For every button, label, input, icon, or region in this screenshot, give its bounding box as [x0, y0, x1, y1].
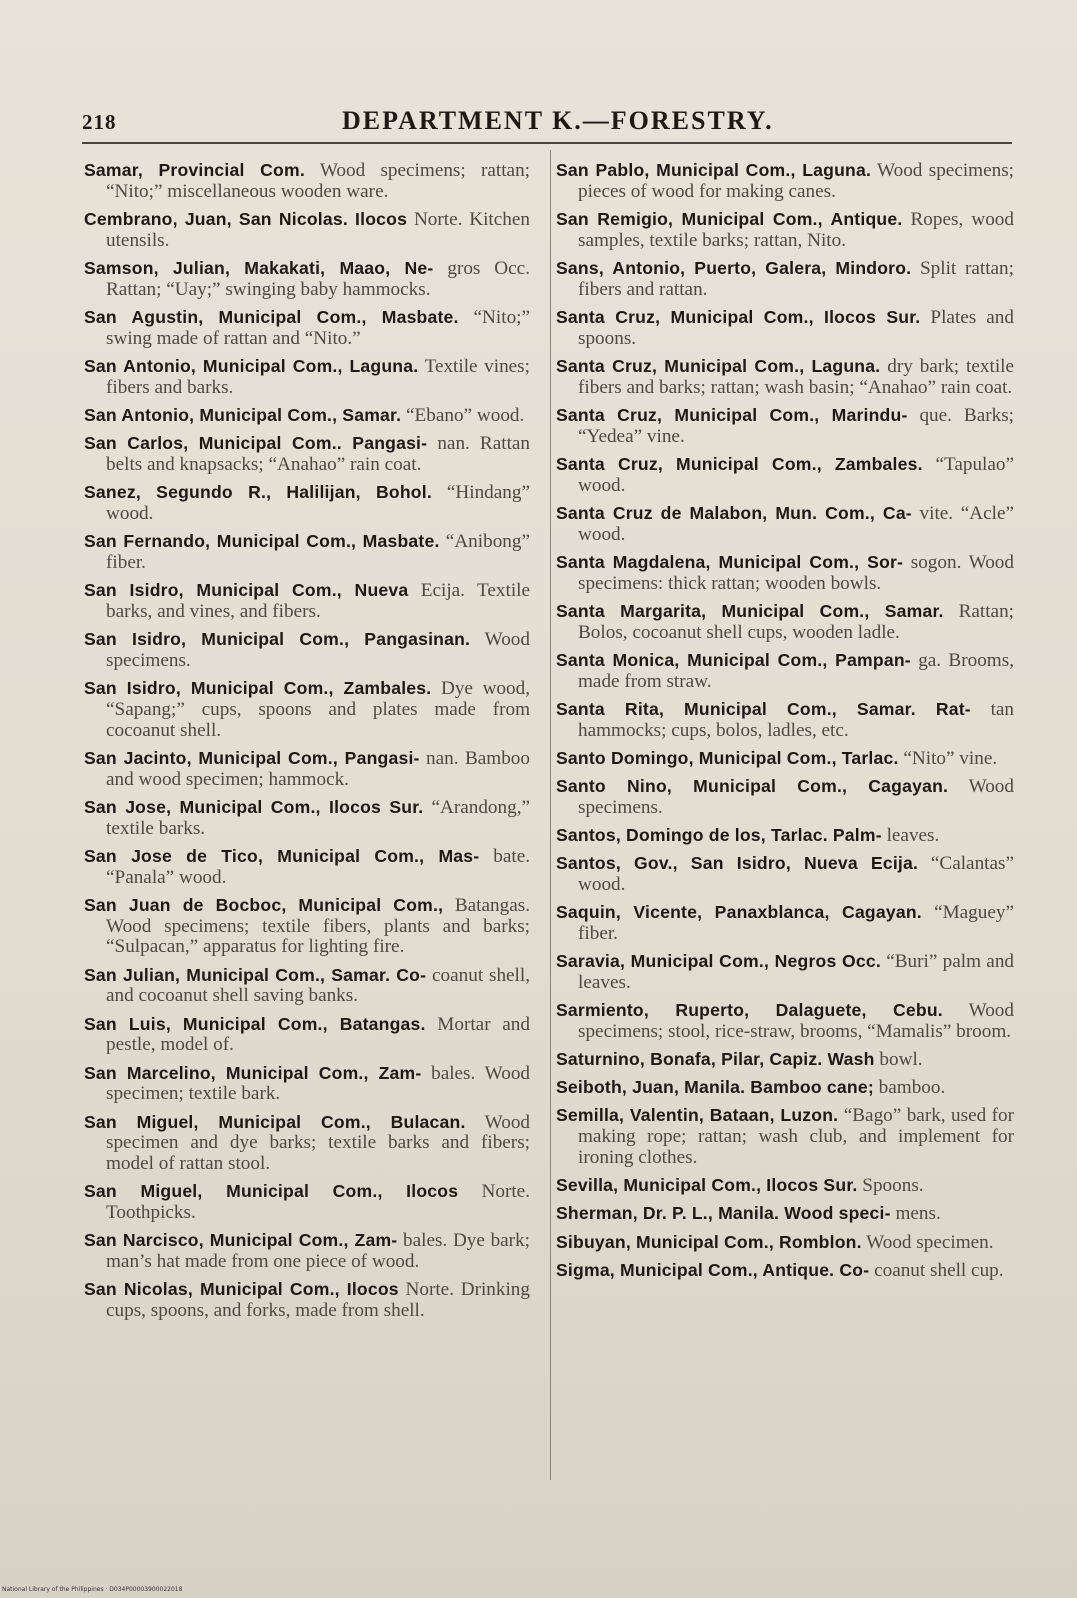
- exhibit-description: Norte. Drinking cups, spoons, and forks, made from shell.: [106, 1279, 530, 1322]
- exhibitor-name: Santo Nino, Municipal Com., Cagayan.: [556, 776, 949, 796]
- exhibitor-name: Santa Cruz de Malabon, Mun. Com., Ca-: [556, 502, 912, 523]
- exhibit-description: Wood specimen.: [866, 1231, 994, 1253]
- catalog-entry: [84, 895, 530, 958]
- exhibitor-name: Sarmiento, Ruperto, Dalaguete, Cebu.: [556, 1000, 943, 1021]
- exhibit-description: Ropes, wood samples, textile barks; rattan, Nito.: [578, 208, 1014, 251]
- exhibitor-name: Sibuyan, Municipal Com., Romblon.: [556, 1231, 862, 1252]
- catalog-entry: [84, 405, 530, 427]
- exhibitor-name: Santa Cruz, Municipal Com., Marindu-: [556, 404, 908, 425]
- exhibitor-name: Santa Magdalena, Municipal Com., Sor-: [556, 551, 904, 572]
- exhibit-description: Ecija. Textile barks, and vines, and fibers.: [106, 580, 530, 622]
- exhibitor-name: Santa Rita, Municipal Com., Samar. Rat-: [556, 698, 971, 719]
- exhibitor-name: Sigma, Municipal Com., Antique. Co-: [556, 1259, 870, 1280]
- exhibitor-name: San Agustin, Municipal Com., Masbate.: [84, 306, 459, 327]
- exhibitor-name: San Miguel, Municipal Com., Bulacan.: [84, 1111, 466, 1132]
- exhibitor-name: Sanez, Segundo R., Halilijan, Bohol.: [84, 482, 432, 503]
- exhibitor-name: Saquin, Vicente, Panaxblanca, Cagayan.: [556, 902, 922, 923]
- exhibit-description: “Maguey” fiber.: [578, 902, 1014, 944]
- exhibit-description: bales. Wood specimen; textile bark.: [106, 1062, 531, 1105]
- exhibit-description: mens.: [895, 1203, 941, 1225]
- exhibit-description: leaves.: [886, 824, 940, 846]
- exhibitor-name: Santa Cruz, Municipal Com., Laguna.: [556, 355, 881, 376]
- catalog-entry: [556, 307, 1014, 350]
- exhibitor-name: Santa Monica, Municipal Com., Pampan-: [556, 649, 911, 670]
- exhibitor-name: Samar, Provincial Com.: [84, 160, 305, 180]
- exhibit-description: “Ebano” wood.: [406, 404, 525, 426]
- exhibitor-name: Cembrano, Juan, San Nicolas. Ilocos: [84, 208, 408, 229]
- exhibitor-name: San Marcelino, Municipal Com., Zam-: [84, 1062, 422, 1083]
- catalog-entry: [84, 209, 530, 252]
- catalog-entry: [556, 1000, 1014, 1043]
- exhibit-description: “Buri” palm and leaves.: [578, 951, 1015, 993]
- scan-credit: National Library of the Philippines · D034P00003900022018: [2, 1586, 183, 1593]
- page-number: 218: [82, 110, 117, 134]
- exhibitor-name: Samson, Julian, Makakati, Maao, Ne-: [84, 257, 434, 278]
- exhibit-description: Plates and spoons.: [578, 306, 1014, 349]
- exhibit-description: Wood specimens; pieces of wood for making canes.: [578, 160, 1014, 202]
- catalog-entry: [84, 1230, 530, 1273]
- catalog-entry: [556, 454, 1014, 497]
- catalog-entry: [84, 580, 530, 623]
- catalog-entry: [84, 629, 530, 672]
- exhibitor-name: Santo Domingo, Municipal Com., Tarlac.: [556, 747, 899, 768]
- exhibitor-name: San Pablo, Municipal Com., Laguna.: [556, 160, 872, 180]
- exhibit-description: Split rattan; fibers and rattan.: [578, 257, 1014, 300]
- exhibit-description: “Anibong” fiber.: [106, 531, 530, 573]
- exhibit-description: sogon. Wood specimens: thick rattan; wooden bowls.: [578, 551, 1014, 594]
- exhibit-description: bales. Dye bark; man’s hat made from one piece of wood.: [106, 1230, 530, 1273]
- catalog-entry: [84, 433, 530, 476]
- exhibitor-name: Sevilla, Municipal Com., Ilocos Sur.: [556, 1175, 858, 1196]
- exhibitor-name: San Miguel, Municipal Com., Ilocos: [84, 1181, 459, 1202]
- exhibit-description: nan. Rattan belts and knapsacks; “Anahao” rain coat.: [106, 433, 531, 475]
- exhibit-description: Mortar and pestle, model of.: [106, 1013, 530, 1056]
- exhibitor-name: San Luis, Municipal Com., Batangas.: [84, 1013, 426, 1034]
- exhibitor-name: Santos, Domingo de los, Tarlac. Palm-: [556, 824, 882, 845]
- catalog-entry: [556, 699, 1014, 742]
- exhibitor-name: Santa Cruz, Municipal Com., Zambales.: [556, 453, 923, 474]
- catalog-entry: [84, 846, 530, 889]
- catalog-entry: [556, 160, 1014, 203]
- exhibit-description: coanut shell cup.: [874, 1259, 1004, 1281]
- exhibitor-name: San Narcisco, Municipal Com., Zam-: [84, 1230, 398, 1251]
- exhibit-description: Norte. Kitchen utensils.: [106, 208, 530, 251]
- exhibitor-name: San Juan de Bocboc, Municipal Com.,: [84, 894, 444, 915]
- exhibit-description: que. Barks; “Yedea” vine.: [578, 404, 1014, 447]
- catalog-entry: [84, 1279, 530, 1322]
- exhibitor-name: Saravia, Municipal Com., Negros Occ.: [556, 951, 881, 972]
- header-rule: [82, 142, 1012, 144]
- exhibitor-name: San Isidro, Municipal Com., Nueva: [84, 580, 409, 601]
- exhibit-description: Dye wood, “Sapang;” cups, spoons and plates made from cocoanut shell.: [106, 678, 531, 741]
- catalog-entry: [84, 965, 530, 1008]
- catalog-entry: [556, 1232, 1014, 1254]
- catalog-entry: [556, 951, 1014, 994]
- exhibit-description: “Tapulao” wood.: [578, 453, 1015, 496]
- exhibit-description: “Calantas” wood.: [578, 853, 1014, 895]
- exhibit-description: “Nito;” swing made of rattan and “Nito.”: [106, 306, 531, 349]
- column-divider: [550, 150, 551, 1480]
- exhibit-description: Norte. Toothpicks.: [106, 1181, 530, 1224]
- exhibitor-name: San Jacinto, Municipal Com., Pangasi-: [84, 747, 420, 768]
- catalog-entry: [556, 601, 1014, 644]
- exhibitor-name: San Remigio, Municipal Com., Antique.: [556, 208, 903, 229]
- exhibit-description: Wood specimens.: [578, 776, 1014, 818]
- exhibitor-name: Seiboth, Juan, Manila. Bamboo cane;: [556, 1077, 874, 1098]
- exhibit-description: “Nito” vine.: [903, 747, 998, 769]
- exhibitor-name: San Julian, Municipal Com., Samar. Co-: [84, 964, 427, 985]
- page-header: [82, 104, 1017, 144]
- exhibitor-name: San Antonio, Municipal Com., Samar.: [84, 404, 402, 425]
- catalog-entry: [556, 503, 1014, 546]
- running-title: DEPARTMENT K.—FORESTRY.: [342, 106, 774, 135]
- exhibitor-name: San Carlos, Municipal Com.. Pangasi-: [84, 433, 428, 454]
- catalog-entry: [556, 1049, 1014, 1071]
- catalog-entry: [556, 1077, 1014, 1099]
- right-column: [556, 160, 1014, 1288]
- catalog-entry: [84, 678, 530, 741]
- exhibit-description: “Hindang” wood.: [106, 482, 530, 524]
- exhibit-description: ga. Brooms, made from straw.: [578, 649, 1014, 692]
- catalog-entry: [84, 1181, 530, 1224]
- exhibitor-name: San Nicolas, Municipal Com., Ilocos: [84, 1279, 399, 1300]
- catalog-entry: [84, 356, 530, 399]
- catalog-entry: [84, 258, 530, 301]
- catalog-entry: [556, 825, 1014, 847]
- catalog-entry: [556, 552, 1014, 595]
- exhibitor-name: San Jose de Tico, Municipal Com., Mas-: [84, 845, 480, 866]
- exhibit-description: Textile vines; fibers and barks.: [106, 355, 530, 398]
- catalog-entry: [84, 307, 530, 350]
- catalog-entry: [556, 405, 1014, 448]
- catalog-entry: [556, 748, 1014, 770]
- catalog-entry: [556, 356, 1014, 399]
- exhibitor-name: San Isidro, Municipal Com., Pangasinan.: [84, 629, 471, 650]
- exhibit-description: nan. Bamboo and wood specimen; hammock.: [106, 747, 530, 790]
- catalog-entry: [84, 1014, 530, 1057]
- exhibitor-name: Sans, Antonio, Puerto, Galera, Mindoro.: [556, 257, 912, 278]
- exhibit-description: bate. “Panala” wood.: [106, 845, 531, 888]
- catalog-entry: [556, 258, 1014, 301]
- catalog-entry: [556, 209, 1014, 252]
- exhibit-description: Wood specimens; rattan; “Nito;” miscellaneous wooden ware.: [106, 160, 531, 202]
- exhibitor-name: San Isidro, Municipal Com., Zambales.: [84, 678, 432, 699]
- exhibit-description: coanut shell, and cocoanut shell saving banks.: [106, 964, 531, 1007]
- exhibit-description: Spoons.: [862, 1175, 924, 1197]
- exhibit-description: bowl.: [879, 1049, 923, 1071]
- exhibit-description: tan hammocks; cups, bolos, ladles, etc.: [578, 698, 1015, 741]
- catalog-entry: [556, 1260, 1014, 1282]
- catalog-entry: [84, 160, 530, 203]
- exhibitor-name: San Antonio, Municipal Com., Laguna.: [84, 355, 419, 376]
- exhibit-description: Wood specimen and dye barks; textile barks and fibers; model of rattan stool.: [106, 1111, 531, 1175]
- catalog-entry: [556, 1203, 1014, 1225]
- exhibit-description: Wood specimens.: [106, 629, 530, 671]
- exhibit-description: Batangas. Wood specimens; textile fibers, plants and barks; “Sulpacan,” apparatus for lighting fire.: [106, 894, 530, 958]
- catalog-entry: [84, 748, 530, 791]
- exhibitor-name: Sherman, Dr. P. L., Manila. Wood speci-: [556, 1203, 891, 1224]
- exhibitor-name: Santos, Gov., San Isidro, Nueva Ecija.: [556, 853, 919, 874]
- exhibit-description: Wood specimens; stool, rice-straw, brooms, “Mamalis” broom.: [578, 1000, 1014, 1042]
- exhibit-description: “Bago” bark, used for making rope; rattan; wash club, and implement for ironing clothes.: [578, 1105, 1015, 1169]
- catalog-entry: [556, 902, 1014, 945]
- exhibit-description: “Arandong,” textile barks.: [106, 796, 531, 839]
- catalog-entry: [84, 1063, 530, 1106]
- exhibit-description: vite. “Acle” wood.: [578, 502, 1014, 545]
- exhibit-description: bamboo.: [878, 1077, 946, 1099]
- catalog-entry: [84, 531, 530, 574]
- exhibit-description: dry bark; textile fibers and barks; rattan; wash basin; “Anahao” rain coat.: [578, 355, 1014, 398]
- catalog-entry: [556, 1105, 1014, 1168]
- exhibitor-name: Santa Margarita, Municipal Com., Samar.: [556, 600, 944, 621]
- exhibit-description: Rattan; Bolos, cocoanut shell cups, wooden ladle.: [578, 600, 1014, 643]
- catalog-entry: [84, 482, 530, 525]
- catalog-entry: [556, 1175, 1014, 1197]
- catalog-entry: [556, 853, 1014, 896]
- exhibit-description: gros Occ. Rattan; “Uay;” swinging baby hammocks.: [106, 257, 530, 300]
- exhibitor-name: San Fernando, Municipal Com., Masbate.: [84, 531, 440, 552]
- exhibitor-name: Semilla, Valentin, Bataan, Luzon.: [556, 1105, 839, 1126]
- exhibitor-name: Santa Cruz, Municipal Com., Ilocos Sur.: [556, 306, 921, 327]
- exhibitor-name: San Jose, Municipal Com., Ilocos Sur.: [84, 796, 424, 817]
- catalog-entry: [84, 797, 530, 840]
- catalog-entry: [84, 1112, 530, 1175]
- exhibitor-name: Saturnino, Bonafa, Pilar, Capiz. Wash: [556, 1049, 875, 1070]
- left-column: [84, 160, 530, 1328]
- catalog-entry: [556, 650, 1014, 693]
- catalog-entry: [556, 776, 1014, 819]
